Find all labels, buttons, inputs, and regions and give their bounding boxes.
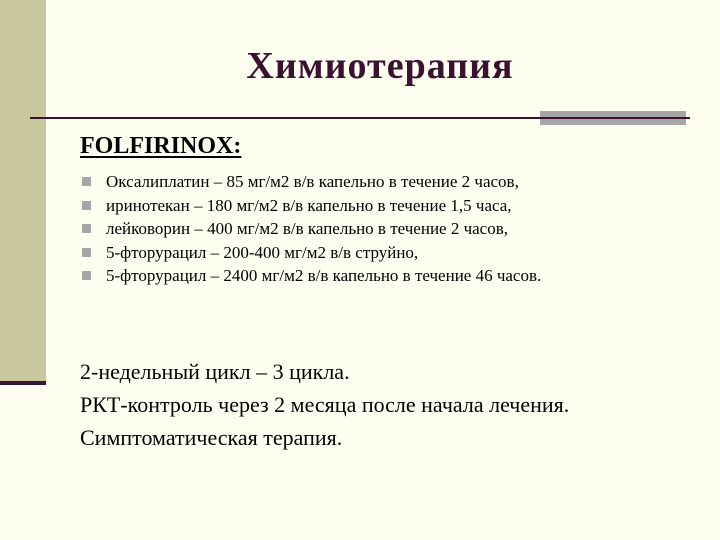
square-bullet-icon xyxy=(82,177,91,186)
slide-title: Химиотерапия xyxy=(246,45,514,87)
regimen-name: FOLFIRINOX: xyxy=(80,133,242,159)
list-item-text: иринотекан – 180 мг/м2 в/в капельно в течение 1,5 часа, xyxy=(106,195,512,215)
list-item-text: лейковорин – 400 мг/м2 в/в капельно в течение 2 часов, xyxy=(106,219,508,238)
cycle-note: 2-недельный цикл – 3 цикла. xyxy=(80,359,350,384)
list-item-text: Оксалиплатин – 85 мг/м2 в/в капельно в течение 2 часов, xyxy=(106,172,519,191)
left-decorative-band xyxy=(0,0,46,384)
symptomatic-therapy-note: Симптоматическая терапия. xyxy=(80,425,343,450)
list-item-text: 5-фторурацил – 200-400 мг/м2 в/в струйно, xyxy=(106,242,419,262)
left-band-underline xyxy=(0,381,46,385)
ct-control-note: РКТ-контроль через 2 месяца после начала лечения. xyxy=(80,392,570,417)
square-bullet-icon xyxy=(82,224,91,233)
square-bullet-icon xyxy=(82,201,91,210)
square-bullet-icon xyxy=(82,248,91,257)
square-bullet-icon xyxy=(82,271,91,280)
title-divider-line xyxy=(30,117,690,119)
list-item-text: 5-фторурацил – 2400 мг/м2 в/в капельно в течение 46 часов. xyxy=(106,266,542,285)
treatment-notes xyxy=(80,355,569,454)
